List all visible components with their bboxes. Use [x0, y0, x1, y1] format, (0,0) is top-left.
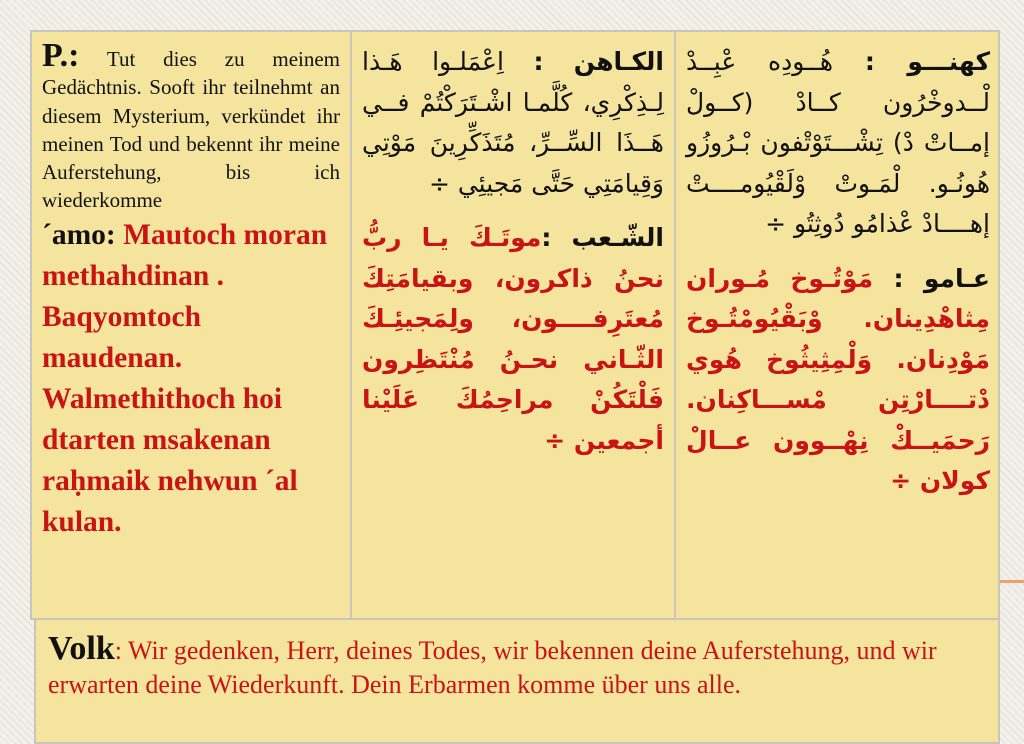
priest-german-text [42, 37, 341, 215]
arabic-column [352, 32, 676, 618]
priest-syriac-label: كهنـــو : [864, 47, 990, 76]
people-syriac-label: عـامو : [893, 263, 990, 293]
people-syriac-text [686, 259, 990, 502]
priest-arabic-body: اِعْمَلـوا هَـذا لِـذِكْرِي، كُلَّمـا اشْـتَرَكْتُمْ فــي هَــذَا السِّــرِّ، مُتَذَكِّرِينَ مَوْتِي وَقِيامَتِي حَتَّى مَجيئِي ÷ [362, 47, 664, 198]
volk-text: : Wir gedenken, Herr, deines Todes, wir bekennen deine Auferstehung, und wir erwarten deine Wiederkunft. Dein Erbarmen komme über uns alle. [48, 636, 937, 699]
people-arabic-label: الشّـعب : [541, 223, 664, 252]
german-transliteration-column [32, 32, 352, 618]
syriac-arabic-script-column [676, 32, 1000, 618]
amo-label: ´amo: [42, 218, 116, 251]
priest-syriac-body: هُــودِه عْبِــدْ لْــدوخْرُون كــادْ (كــولْ إمــاتْ دْ) تِشْـــتَوْتْفون بْـرُوزُو هُونُـو. لْمَـوتْ وْلَقْيُومــــتْ إهــــادْ عْذامُو دُوثِتُو ÷ [686, 47, 990, 238]
people-arabic-text [362, 218, 664, 461]
volk-response-box [34, 618, 1000, 744]
people-syriac-body: مَوْتُـوخ مُـوران مِثاهْدِينان. وْبَقْيُومْتُـوخ مَوْدِنان. وَلْمِثِيثُوخ هُوي دْتــــارْتِن مْســـاكِنان. رَحمَيــكْ نِهْــوون عــالْ كولان ÷ [686, 263, 990, 495]
priest-german-body: Tut dies zu meinem Gedächtnis. Sooft ihr teilnehmt an diesem Mysterium, verkündet ihr meinen Tod und bekennt ihr meine Auferstehung, bis ich wiederkomme [42, 47, 341, 213]
people-arabic-body: موتَـكَ يـا ربُّ نحنُ ذاكرون، وبقيامَتِكَ مُعتَرِفــــون، ولِمَجيئِـكَ الثّـاني نحـنُ مُنْتَظِرون فَلْتَكُنْ مراحِمُكَ عَلَيْنا أجمعين ÷ [362, 223, 664, 455]
priest-arabic-text [362, 42, 664, 204]
priest-label: P.: [42, 37, 80, 74]
liturgy-table [30, 30, 1000, 620]
priest-arabic-label: الكـاهن : [533, 47, 664, 76]
people-transliteration [42, 215, 340, 543]
priest-syriac-text [686, 42, 990, 245]
people-transliteration-body: Mautoch moran methahdinan . Baqyomtoch maudenan. Walmethithoch hoi dtarten msakenan raḥmaik nehwun ´al kulan. [42, 218, 328, 538]
volk-label: Volk [48, 630, 115, 667]
